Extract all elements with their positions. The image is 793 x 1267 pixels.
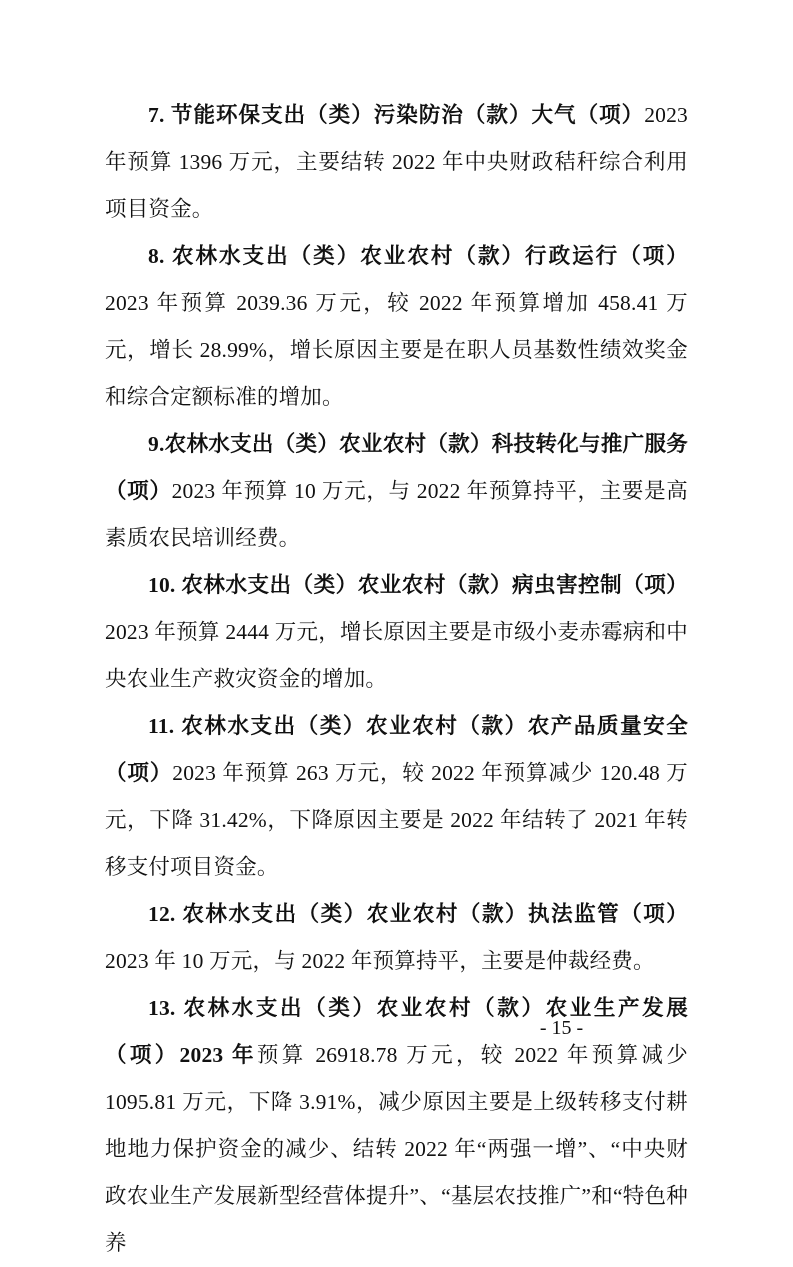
- paragraph-7: [105, 92, 688, 233]
- paragraph-11-text: 2023 年预算 263 万元，较 2022 年预算减少 120.48 万元，下降 31.42%，下降原因主要是 2022 年结转了 2021 年转移支付项目资金。: [105, 761, 688, 879]
- paragraph-13-text: 预算 26918.78 万元，较 2022 年预算减少 1095.81 万元，下降 3.91%，减少原因主要是上级转移支付耕地地力保护资金的减少、结转 2022 年“两强一增”、“中央财政农业生产发展新型经营体提升”、“基层农技推广”和“特色种养: [105, 1043, 688, 1255]
- paragraph-7-lead: 7. 节能环保支出（类）污染防治（款）大气（项）: [148, 103, 645, 127]
- paragraph-9: [105, 421, 688, 562]
- paragraph-13-lead: 13. 农林水支出（类）农业农村（款）农业生产发展（项）2023 年: [105, 996, 688, 1067]
- page-number: - 15 -: [539, 1017, 584, 1039]
- paragraph-10-lead: 10. 农林水支出（类）农业农村（款）病虫害控制（项）: [148, 573, 688, 597]
- document-body: [105, 92, 688, 1267]
- paragraph-8-lead: 8. 农林水支出（类）农业农村（款）行政运行（项）: [148, 244, 688, 268]
- paragraph-11-lead: 11. 农林水支出（类）农业农村（款）农产品质量安全（项）: [105, 714, 688, 785]
- paragraph-12: [105, 891, 688, 985]
- paragraph-9-text: 2023 年预算 10 万元，与 2022 年预算持平，主要是高素质农民培训经费。: [105, 479, 688, 550]
- paragraph-11: [105, 703, 688, 891]
- paragraph-12-lead: 12. 农林水支出（类）农业农村（款）执法监管（项）: [148, 902, 688, 926]
- paragraph-10: [105, 562, 688, 703]
- paragraph-9-lead: 9.农林水支出（类）农业农村（款）科技转化与推广服务（项）: [105, 432, 688, 503]
- paragraph-12-text: 2023 年 10 万元，与 2022 年预算持平，主要是仲裁经费。: [105, 949, 655, 973]
- paragraph-8-text: 2023 年预算 2039.36 万元，较 2022 年预算增加 458.41 万元，增长 28.99%，增长原因主要是在职人员基数性绩效奖金和综合定额标准的增加。: [105, 291, 688, 409]
- paragraph-8: [105, 233, 688, 421]
- paragraph-7-text: 2023 年预算 1396 万元，主要结转 2022 年中央财政秸秆综合利用项目资金。: [105, 103, 688, 221]
- paragraph-10-text: 2023 年预算 2444 万元，增长原因主要是市级小麦赤霉病和中央农业生产救灾资金的增加。: [105, 620, 688, 691]
